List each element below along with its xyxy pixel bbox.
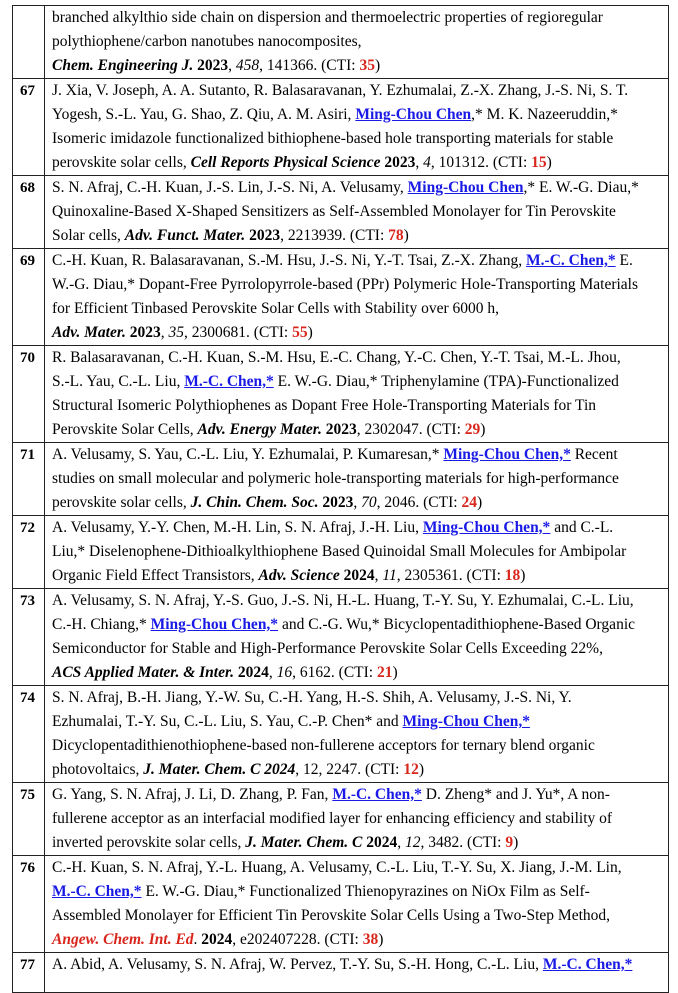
year: 2024 <box>237 664 269 681</box>
citation: A. Velusamy, S. N. Afraj, Y.-S. Guo, J.-S. Ni, H.-L. Huang, T.-Y. Su, Y. Ezhumalai, C.-L. Liu, C.-H. Chiang,* Ming-Chou Chen,* and C.-G. Wu,* Bicyclopentadithiophene-Based Organic Semiconductor for Stable and High-Performance Perovskite Solar Cells Exceeding 22%, ACS Applied Mater. & Inter. 2024, 16, 6162. (CTI: 21) <box>45 589 669 686</box>
cti-value: 9 <box>505 834 514 851</box>
cti-value: 15 <box>531 154 547 171</box>
pages: , 2305361. (CTI: <box>396 567 505 584</box>
author-link[interactable]: Ming-Chou Chen,* <box>443 446 571 463</box>
citation: C.-H. Kuan, R. Balasaravanan, S.-M. Hsu, J.-S. Ni, Y.-T. Tsai, Z.-X. Zhang, M.-C. Chen,* E. W.-G. Diau,* Dopant-Free Pyrrolopyrrole-based (PPr) Polymeric Hole-Transporting Materials for Efficient Tinbased Perovskite Solar Cells with Stability over 6000 h, Adv. Mater. 2023, 35, 2300681. (CTI: 55) <box>45 249 669 346</box>
citation: branched alkylthio side chain on dispersion and thermoelectric properties of regioregular polythiophene/carbon nanotubes nanocomposites, Chem. Engineering J. 2023, 458, 141366. (CTI: 35) <box>45 6 669 79</box>
author-list: J. Xia, V. Joseph, A. A. Sutanto, R. Balasaravanan, Y. Ezhumalai, Z.-X. Zhang, J.-S. Ni, S. T. <box>52 82 629 99</box>
table-row <box>13 443 669 516</box>
pages: , 2213939. (CTI: <box>280 227 389 244</box>
author-list: ,* E. W.-G. Diau,* <box>523 179 639 196</box>
table-row <box>13 249 669 346</box>
journal-name: Angew. Chem. Int. Ed <box>52 931 194 948</box>
author-list: and C.-G. Wu,* Bicyclopentadithiophene-Based Organic <box>278 616 636 633</box>
entry-number: 73 <box>13 589 45 686</box>
paper-title: for Efficient Tinbased Perovskite Solar Cells with Stability over 6000 h, <box>52 300 500 317</box>
journal-name: Adv. Funct. Mater. <box>124 227 246 244</box>
author-list: C.-H. Kuan, R. Balasaravanan, S.-M. Hsu, J.-S. Ni, Y.-T. Tsai, Z.-X. Zhang, <box>52 252 527 269</box>
journal-name: Adv. Energy Mater. <box>197 421 322 438</box>
entry-number: 71 <box>13 443 45 516</box>
author-list: R. Balasaravanan, C.-H. Kuan, S.-M. Hsu, E.-C. Chang, Y.-C. Chen, Y.-T. Tsai, M.-L. Jhou, <box>52 349 621 366</box>
author-link[interactable]: M.-C. Chen,* <box>52 883 142 900</box>
citation-tail: ) <box>513 834 519 851</box>
paper-title: Liu,* Diselenophene-Dithioalkylthiophene Based Quinoidal Small Molecules for Ambipolar <box>52 543 627 560</box>
citation-tail: ) <box>476 494 483 511</box>
year: 2023 <box>249 227 281 244</box>
citation: C.-H. Kuan, S. N. Afraj, Y.-L. Huang, A. Velusamy, C.-L. Liu, T.-Y. Su, X. Jiang, J.-M. Lin, M.-C. Chen,* E. W.-G. Diau,* Functionalized Thienopyrazines on NiOx Film as Self- Assembled Monolayer for Efficient Tin Perovskite Solar Cells Using a Two-Step Method, Angew. Chem. Int. Ed. 2024, e202407228. (CTI: 38) <box>45 856 669 953</box>
paper-title: Assembled Monolayer for Efficient Tin Perovskite Solar Cells Using a Two-Step Method, <box>52 907 611 924</box>
author-list: and C.-L. <box>550 519 614 536</box>
cti-value: 21 <box>376 664 393 681</box>
author-list: E. W.-G. Diau,* Functionalized Thienopyrazines on NiOx Film as Self- <box>141 883 590 900</box>
author-link[interactable]: M.-C. Chen,* <box>332 786 422 803</box>
citation-tail: ) <box>546 154 552 171</box>
citation-tail: ) <box>378 931 384 948</box>
author-list: C.-H. Kuan, S. N. Afraj, Y.-L. Huang, A. Velusamy, C.-L. Liu, T.-Y. Su, X. Jiang, J.-M. Lin, <box>52 859 622 876</box>
author-list: ,* M. K. Nazeeruddin,* <box>471 106 618 123</box>
entry-number: 72 <box>13 516 45 589</box>
table-row <box>13 79 669 176</box>
citation-tail: ) <box>480 421 486 438</box>
citation <box>45 346 669 443</box>
citation: A. Velusamy, S. Yau, C.-L. Liu, Y. Ezhumalai, P. Kumaresan,* Ming-Chou Chen,* Recent studies on small molecular and polymeric hole-transporting materials for high-performance perovskite solar cells, J. Chin. Chem. Soc. 2023, 70, 2046. (CTI: 24) <box>45 443 669 516</box>
journal-name: J. Mater. Chem. C 2024 <box>143 761 296 778</box>
author-link[interactable]: Ming-Chou Chen,* <box>402 713 530 730</box>
volume: 35 <box>168 324 185 341</box>
journal-name: Adv. Science <box>258 567 340 584</box>
table-row <box>13 783 669 856</box>
pages: , 2300681. (CTI: <box>184 324 293 341</box>
paper-title: Structural Isomeric Polythiophenes as Dopant Free Hole-Transporting Materials for Tin <box>52 397 597 414</box>
citation-tail: ) <box>520 567 526 584</box>
author-list: S. N. Afraj, B.-H. Jiang, Y.-W. Su, C.-H. Yang, H.-S. Shih, A. Velusamy, J.-S. Ni, Y. <box>52 689 572 706</box>
year: 2024 <box>343 567 375 584</box>
citation-tail: ) <box>403 227 409 244</box>
table-row <box>13 176 669 249</box>
journal-name: Chem. Engineering J. <box>52 57 194 74</box>
citation-tail: ) <box>307 324 313 341</box>
table-row <box>13 856 669 953</box>
journal-name: ACS Applied Mater. & Inter. <box>52 664 235 681</box>
cti-value: 18 <box>504 567 521 584</box>
cti-value: 24 <box>461 494 477 511</box>
author-link[interactable]: Ming-Chou Chen,* <box>422 519 551 536</box>
author-list: A. Velusamy, Y.-Y. Chen, M.-H. Lin, S. N. Afraj, J.-H. Liu, <box>52 519 423 536</box>
cti-value: 55 <box>292 324 308 341</box>
paper-title: fullerene acceptor as an interfacial modified layer for enhancing efficiency and stability of <box>52 810 613 827</box>
author-list: Yogesh, S.-L. Yau, G. Shao, Z. Qiu, A. M. Asiri, <box>52 106 356 123</box>
paper-title: Quinoxaline-Based X-Shaped Sensitizers as Self-Assembled Monolayer for Tin Perovskite <box>52 203 616 220</box>
author-list: A. Velusamy, S. N. Afraj, Y.-S. Guo, J.-S. Ni, H.-L. Huang, T.-Y. Su, Y. Ezhumalai, C.-L. Liu, <box>52 592 634 609</box>
year: 2023 <box>129 324 161 341</box>
author-list: Ezhumalai, T.-Y. Su, C.-L. Liu, S. Yau, C.-P. Chen* and <box>52 713 403 730</box>
journal-name: Adv. Mater. <box>52 324 126 341</box>
volume: 11 <box>382 567 397 584</box>
entry-number: 74 <box>13 686 45 783</box>
journal-name: J. Mater. Chem. C <box>245 834 363 851</box>
entry-number <box>13 6 45 79</box>
author-link[interactable]: M.-C. Chen,* <box>526 252 616 269</box>
table-row <box>13 953 669 993</box>
journal-name: Cell Reports Physical Science <box>190 154 381 171</box>
year: 2024 <box>366 834 398 851</box>
author-link[interactable]: M.-C. Chen,* <box>542 956 633 973</box>
author-list: D. Zheng* and J. Yu*, A non- <box>421 786 610 803</box>
pages: , 6162. (CTI: <box>292 664 377 681</box>
author-list: A. Abid, A. Velusamy, S. N. Afraj, W. Pervez, T.-Y. Su, S.-H. Hong, C.-L. Liu, <box>52 956 543 973</box>
author-link[interactable]: M.-C. Chen,* <box>184 373 274 390</box>
author-list: E. W.-G. Diau,* Triphenylamine (TPA)-Functionalized <box>273 373 619 390</box>
table-row <box>13 589 669 686</box>
cti-value: 29 <box>464 421 481 438</box>
author-list: S.-L. Yau, C.-L. Liu, <box>52 373 185 390</box>
citation-text: branched alkylthio side chain on dispersion and thermoelectric properties of regioregular <box>52 9 603 26</box>
citation-tail: ) <box>374 57 381 74</box>
publication-table <box>12 5 669 993</box>
author-list: A. Velusamy, S. Yau, C.-L. Liu, Y. Ezhumalai, P. Kumaresan,* <box>52 446 444 463</box>
table-row <box>13 6 669 79</box>
paper-title: perovskite solar cells, <box>52 494 191 511</box>
entry-number: 67 <box>13 79 45 176</box>
year: 2023 <box>322 494 354 511</box>
entry-number: 77 <box>13 953 45 993</box>
journal-name: J. Chin. Chem. Soc. <box>190 494 319 511</box>
citation: A. Velusamy, Y.-Y. Chen, M.-H. Lin, S. N. Afraj, J.-H. Liu, Ming-Chou Chen,* and C.-L. Liu,* Diselenophene-Dithioalkylthiophene Based Quinoidal Small Molecules for Ambipolar Organic Field Effect Transistors, Adv. Science 2024, 11, 2305361. (CTI: 18) <box>45 516 669 589</box>
cti-value: 12 <box>403 761 419 778</box>
cti-value: 38 <box>362 931 379 948</box>
paper-title: Dicyclopentadithienothiophene-based non-fullerene acceptors for ternary blend organic <box>52 737 595 754</box>
entry-number: 70 <box>13 346 45 443</box>
paper-title: studies on small molecular and polymeric hole-transporting materials for high-performance <box>52 470 619 487</box>
table-row <box>13 686 669 783</box>
paper-title: perovskite solar cells, <box>52 154 191 171</box>
pages: , 101312. (CTI: <box>430 154 532 171</box>
volume: 458 <box>235 57 260 74</box>
citation: G. Yang, S. N. Afraj, J. Li, D. Zhang, P. Fan, M.-C. Chen,* D. Zheng* and J. Yu*, A non- fullerene acceptor as an interfacial modified layer for enhancing efficiency and stability of inverted perovskite solar cells, J. Mater. Chem. C 2024, 12, 3482. (CTI: 9) <box>45 783 669 856</box>
entry-number: 75 <box>13 783 45 856</box>
citation <box>45 953 669 993</box>
table-row <box>13 516 669 589</box>
volume: 4 <box>423 154 431 171</box>
pages: , 141366. (CTI: <box>259 57 360 74</box>
author-list: G. Yang, S. N. Afraj, J. Li, D. Zhang, P. Fan, <box>52 786 333 803</box>
paper-title: Semiconductor for Stable and High-Performance Perovskite Solar Cells Exceeding 22%, <box>52 640 603 657</box>
citation: J. Xia, V. Joseph, A. A. Sutanto, R. Balasaravanan, Y. Ezhumalai, Z.-X. Zhang, J.-S. Ni, S. T. Yogesh, S.-L. Yau, G. Shao, Z. Qiu, A. M. Asiri, Ming-Chou Chen,* M. K. Nazeeruddin,* Isomeric imidazole functionalized bithiophene-based hole transporting materials for stable perovskite solar cells, Cell Reports Physical Science 2023, 4, 101312. (CTI: 15) <box>45 79 669 176</box>
volume: 16 <box>276 664 293 681</box>
pages: , 3482. (CTI: <box>420 834 506 851</box>
author-list: S. N. Afraj, C.-H. Kuan, J.-S. Lin, J.-S. Ni, A. Velusamy, <box>52 179 408 196</box>
author-list: E. <box>615 252 633 269</box>
citation-tail: ) <box>418 761 425 778</box>
paper-title: W.-G. Diau,* Dopant-Free Pyrrolopyrrole-based (PPr) Polymeric Hole-Transporting Materials <box>52 276 639 293</box>
paper-title: Isomeric imidazole functionalized bithiophene-based hole transporting materials for stable <box>52 130 614 147</box>
entry-number: 69 <box>13 249 45 346</box>
year: 2023 <box>384 154 416 171</box>
paper-title: Organic Field Effect Transistors, <box>52 567 259 584</box>
entry-number: 76 <box>13 856 45 953</box>
paper-title: Perovskite Solar Cells, <box>52 421 198 438</box>
paper-title: inverted perovskite solar cells, <box>52 834 246 851</box>
year: 2023 <box>197 57 229 74</box>
cti-value: 78 <box>388 227 404 244</box>
author-link[interactable]: Ming-Chou Chen <box>407 179 524 196</box>
citation <box>45 176 669 249</box>
pages: , 2046. (CTI: <box>376 494 462 511</box>
author-link[interactable]: Ming-Chou Chen <box>355 106 472 123</box>
author-list: C.-H. Chiang,* <box>52 616 151 633</box>
year: 2023 <box>325 421 357 438</box>
pages: , e202407228. (CTI: <box>232 931 363 948</box>
pages: , 2302047. (CTI: <box>356 421 465 438</box>
volume: 70 <box>361 494 377 511</box>
table-row <box>13 346 669 443</box>
year: 2024 <box>201 931 233 948</box>
pages: , 12, 2247. (CTI: <box>295 761 404 778</box>
citation-tail: ) <box>392 664 398 681</box>
citation-text: polythiophene/carbon nanotubes nanocomposites, <box>52 33 362 50</box>
citation <box>45 686 669 783</box>
volume: 12 <box>405 834 421 851</box>
author-list: Recent <box>570 446 618 463</box>
paper-title: Solar cells, <box>52 227 125 244</box>
paper-title: photovoltaics, <box>52 761 144 778</box>
author-link[interactable]: Ming-Chou Chen,* <box>150 616 279 633</box>
cti-value: 35 <box>359 57 375 74</box>
entry-number: 68 <box>13 176 45 249</box>
